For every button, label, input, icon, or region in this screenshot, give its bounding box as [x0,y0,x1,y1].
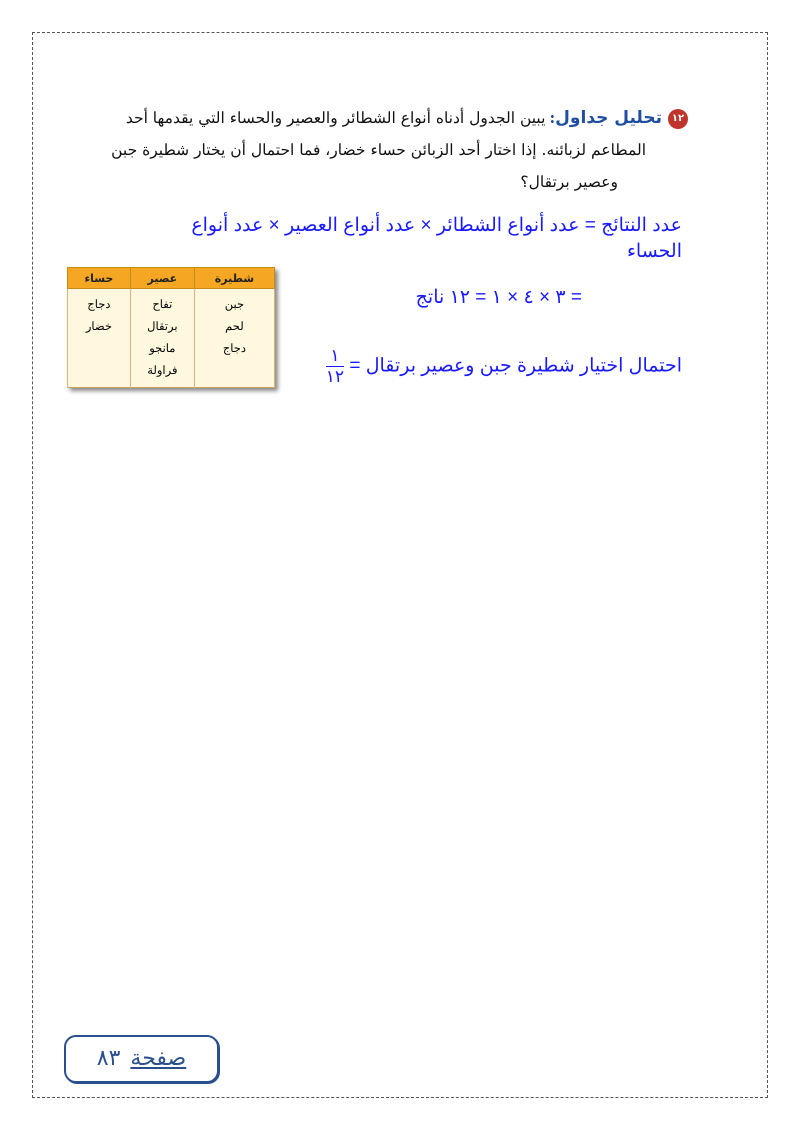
probability-fraction [326,346,344,387]
sandwich-column [194,289,274,388]
answer-line-4 [320,346,682,387]
table-cell: مانجو [149,341,176,355]
fraction-numerator: ١ [326,346,344,367]
header-sandwich: شطيرة [194,268,274,289]
answer-line-2: الحساء [626,241,682,262]
problem-text-3: وعصير برتقال؟ [520,173,618,191]
table-cell: دجاج [222,341,247,355]
header-soup: حساء [68,268,131,289]
problem-text-2: المطاعم لزبائنه. إذا اختار أحد الزبائن حساء خضار، فما احتمال أن يختار شطيرة جبن [111,141,646,159]
answer-line-3: = ٣ × ٤ × ١ = ١٢ ناتج [415,287,582,308]
table-cell: خضار [85,319,112,333]
fraction-denominator: ١٢ [325,367,345,386]
table-cell: لحم [225,319,244,333]
problem-heading-colon: : [549,108,556,127]
page-number-box [64,1035,219,1083]
answer-line-1: عدد النتائج = عدد أنواع الشطائر × عدد أنواع العصير × عدد أنواع [191,215,682,236]
problem-statement [111,102,688,198]
table-cell: برتقال [147,319,178,333]
menu-table [67,267,275,388]
table-cell: دجاج [87,297,111,311]
page-number: ٨٣ [96,1046,121,1071]
header-juice: عصير [130,268,194,289]
probability-text: احتمال اختيار شطيرة جبن وعصير برتقال = [349,355,682,377]
table-header-row [68,268,275,289]
table-cell: جبن [224,297,245,311]
page-label: صفحة [130,1046,187,1071]
table-cell: تفاح [152,297,173,311]
soup-column [68,289,131,388]
table-cell: فراولة [147,363,178,377]
problem-heading: تحليل جداول [555,108,662,128]
problem-number-badge: ١٢ [668,109,688,129]
table-row [68,289,275,388]
problem-line-1 [125,102,688,134]
problem-text-1: يبين الجدول أدناه أنواع الشطائر والعصير والحساء التي يقدمها أحد [125,109,546,127]
juice-column [130,289,194,388]
